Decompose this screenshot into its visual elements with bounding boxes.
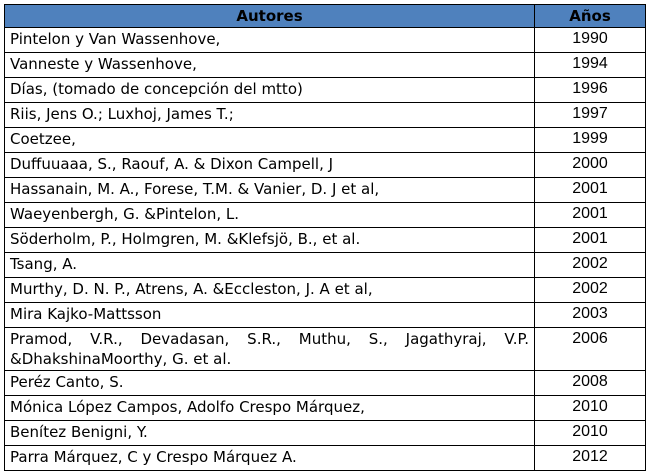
authors-table — [4, 4, 646, 471]
year-cell: 2003 — [535, 303, 646, 328]
author-cell: Parra Márquez, C y Crespo Márquez A. — [5, 446, 535, 471]
table-row — [5, 178, 646, 203]
year-cell: 2002 — [535, 278, 646, 303]
table-row — [5, 128, 646, 153]
author-cell: Peréz Canto, S. — [5, 371, 535, 396]
year-cell: 1999 — [535, 128, 646, 153]
author-cell: Waeyenbergh, G. &Pintelon, L. — [5, 203, 535, 228]
table-row — [5, 53, 646, 78]
table-row — [5, 78, 646, 103]
year-cell: 2001 — [535, 178, 646, 203]
table-body — [5, 28, 646, 471]
year-cell: 2000 — [535, 153, 646, 178]
table-row — [5, 303, 646, 328]
author-cell: Mónica López Campos, Adolfo Crespo Márquez, — [5, 396, 535, 421]
author-cell: Hassanain, M. A., Forese, T.M. & Vanier, D. J et al, — [5, 178, 535, 203]
table-row — [5, 371, 646, 396]
year-cell: 2006 — [535, 328, 646, 371]
table-row — [5, 278, 646, 303]
year-cell: 1996 — [535, 78, 646, 103]
author-cell: Pramod, V.R., Devadasan, S.R., Muthu, S., Jagathyraj, V.P. &DhakshinaMoorthy, G. et al. — [5, 328, 535, 371]
author-cell: Coetzee, — [5, 128, 535, 153]
table-row — [5, 28, 646, 53]
header-author: Autores — [5, 5, 535, 28]
table-row — [5, 203, 646, 228]
author-cell: Mira Kajko-Mattsson — [5, 303, 535, 328]
author-cell: Riis, Jens O.; Luxhoj, James T.; — [5, 103, 535, 128]
table-row — [5, 103, 646, 128]
table-row — [5, 421, 646, 446]
year-cell: 2001 — [535, 203, 646, 228]
table-row — [5, 446, 646, 471]
year-cell: 2008 — [535, 371, 646, 396]
author-cell: Días, (tomado de concepción del mtto) — [5, 78, 535, 103]
year-cell: 1990 — [535, 28, 646, 53]
year-cell: 2002 — [535, 253, 646, 278]
author-cell: Benítez Benigni, Y. — [5, 421, 535, 446]
table-row — [5, 253, 646, 278]
year-cell: 1997 — [535, 103, 646, 128]
header-row — [5, 5, 646, 28]
year-cell: 2012 — [535, 446, 646, 471]
author-cell: Murthy, D. N. P., Atrens, A. &Eccleston, J. A et al, — [5, 278, 535, 303]
author-cell: Tsang, A. — [5, 253, 535, 278]
header-year: Años — [535, 5, 646, 28]
author-cell: Vanneste y Wassenhove, — [5, 53, 535, 78]
author-cell: Duffuuaaa, S., Raouf, A. & Dixon Campell, J — [5, 153, 535, 178]
author-cell: Söderholm, P., Holmgren, M. &Klefsjö, B., et al. — [5, 228, 535, 253]
table-row — [5, 228, 646, 253]
table-row — [5, 396, 646, 421]
year-cell: 2001 — [535, 228, 646, 253]
table-row — [5, 328, 646, 371]
year-cell: 2010 — [535, 396, 646, 421]
author-cell: Pintelon y Van Wassenhove, — [5, 28, 535, 53]
year-cell: 2010 — [535, 421, 646, 446]
year-cell: 1994 — [535, 53, 646, 78]
table-row — [5, 153, 646, 178]
